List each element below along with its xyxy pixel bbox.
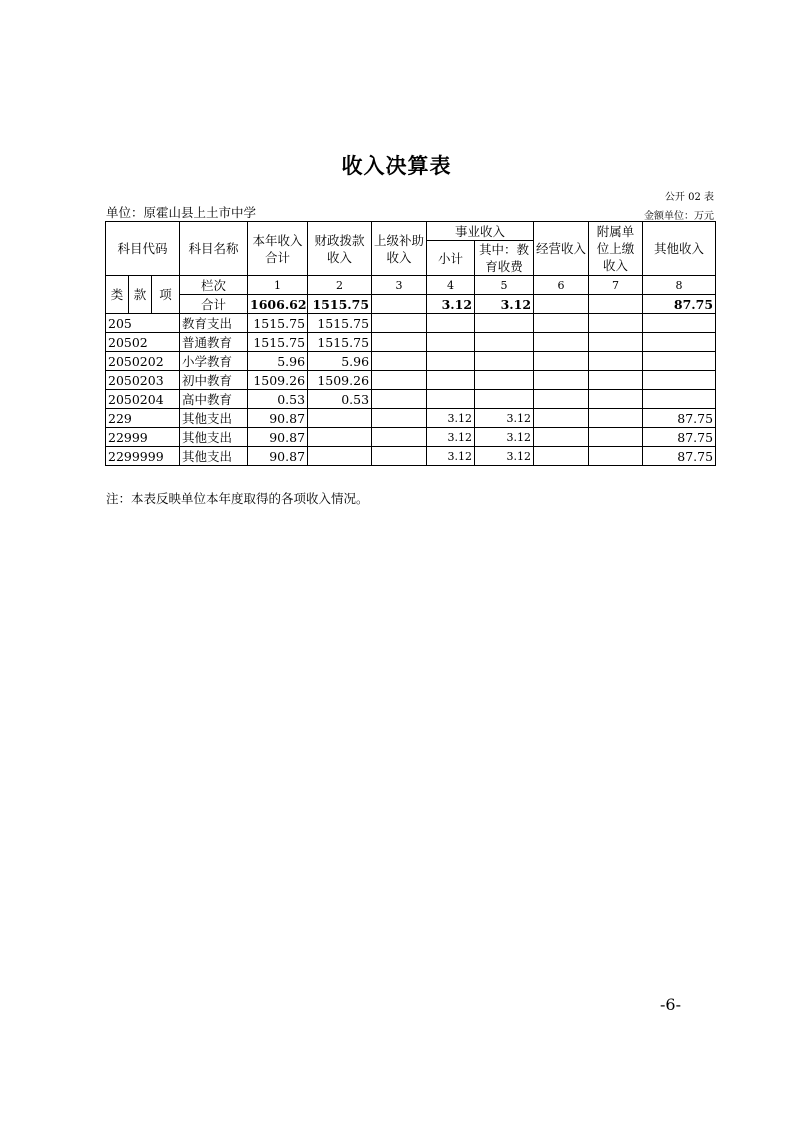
amount-cell (534, 352, 589, 371)
amount-cell (475, 371, 534, 390)
amount-cell (643, 333, 716, 352)
amount-unit: 金额单位：万元 (644, 211, 714, 222)
amount-cell (427, 390, 475, 409)
amount-cell (475, 352, 534, 371)
total-cell (372, 295, 427, 314)
amount-cell: 1509.26 (308, 371, 372, 390)
subject-name-cell: 普通教育 (180, 333, 248, 352)
amount-cell (372, 314, 427, 333)
table-row (106, 352, 716, 371)
amount-cell (427, 352, 475, 371)
amount-cell: 90.87 (248, 428, 308, 447)
amount-cell (372, 333, 427, 352)
amount-cell (308, 428, 372, 447)
amount-cell (372, 428, 427, 447)
amount-cell: 1515.75 (308, 333, 372, 352)
amount-cell (643, 314, 716, 333)
col-number: 6 (534, 276, 589, 295)
subject-code-cell: 2299999 (106, 447, 180, 466)
col-number: 1 (248, 276, 308, 295)
amount-cell: 90.87 (248, 409, 308, 428)
page-number: -6- (660, 995, 681, 1014)
total-cell (589, 295, 643, 314)
amount-cell (534, 390, 589, 409)
amount-cell: 3.12 (475, 447, 534, 466)
total-cell: 87.75 (643, 295, 716, 314)
subject-code-cell: 22999 (106, 428, 180, 447)
subject-code-cell: 229 (106, 409, 180, 428)
amount-cell (643, 371, 716, 390)
amount-cell (308, 447, 372, 466)
amount-cell: 3.12 (427, 447, 475, 466)
amount-cell: 5.96 (248, 352, 308, 371)
amount-cell: 0.53 (248, 390, 308, 409)
amount-cell: 87.75 (643, 447, 716, 466)
total-cell: 1515.75 (308, 295, 372, 314)
amount-cell: 5.96 (308, 352, 372, 371)
table-note: 注：本表反映单位本年度取得的各项收入情况。 (106, 491, 369, 506)
amount-cell (475, 333, 534, 352)
amount-cell: 87.75 (643, 409, 716, 428)
amount-cell (372, 352, 427, 371)
amount-cell: 1515.75 (248, 314, 308, 333)
header-education-fee: 其中：教育收费 (475, 241, 534, 276)
subject-code-cell: 2050202 (106, 352, 180, 371)
report-title: 收入决算表 (341, 153, 452, 178)
amount-cell (534, 371, 589, 390)
amount-cell (427, 371, 475, 390)
header-higher-subsidy: 上级补助收入 (372, 222, 427, 276)
subject-name-cell: 小学教育 (180, 352, 248, 371)
total-cell (534, 295, 589, 314)
header-row-1 (106, 222, 716, 241)
amount-cell (589, 333, 643, 352)
table-row (106, 428, 716, 447)
subject-name-cell: 其他支出 (180, 428, 248, 447)
amount-cell (589, 371, 643, 390)
subject-code-cell: 2050204 (106, 390, 180, 409)
subject-name-cell: 教育支出 (180, 314, 248, 333)
amount-cell (427, 314, 475, 333)
header-affiliated-payment: 附属单位上缴收入 (589, 222, 643, 276)
subject-name-cell: 其他支出 (180, 447, 248, 466)
total-row (106, 295, 716, 314)
amount-cell (372, 371, 427, 390)
subject-name-cell: 高中教育 (180, 390, 248, 409)
header-column-index: 栏次 (180, 276, 248, 295)
amount-cell: 1509.26 (248, 371, 308, 390)
table-row (106, 371, 716, 390)
header-subject-code: 科目代码 (106, 222, 180, 276)
subject-code-cell: 205 (106, 314, 180, 333)
amount-cell: 0.53 (308, 390, 372, 409)
subject-code-cell: 20502 (106, 333, 180, 352)
amount-cell (308, 409, 372, 428)
total-cell: 1606.62 (248, 295, 308, 314)
amount-cell (534, 428, 589, 447)
table-row (106, 390, 716, 409)
subject-code-cell: 2050203 (106, 371, 180, 390)
header-public-service: 事业收入 (427, 222, 534, 241)
header-subject-name: 科目名称 (180, 222, 248, 276)
amount-cell (372, 447, 427, 466)
total-cell: 3.12 (427, 295, 475, 314)
header-other-income: 其他收入 (643, 222, 716, 276)
col-number: 4 (427, 276, 475, 295)
amount-cell (372, 390, 427, 409)
total-cell: 3.12 (475, 295, 534, 314)
amount-cell (589, 409, 643, 428)
income-table (105, 221, 716, 466)
col-number: 3 (372, 276, 427, 295)
subject-name-cell: 其他支出 (180, 409, 248, 428)
table-row (106, 447, 716, 466)
col-number: 5 (475, 276, 534, 295)
amount-cell (534, 333, 589, 352)
amount-cell (475, 314, 534, 333)
amount-cell (427, 333, 475, 352)
amount-cell: 3.12 (475, 428, 534, 447)
header-section: 款 (129, 276, 152, 314)
amount-cell: 90.87 (248, 447, 308, 466)
header-class: 类 (106, 276, 129, 314)
amount-cell (589, 390, 643, 409)
amount-cell (643, 352, 716, 371)
header-item: 项 (152, 276, 180, 314)
table-row (106, 333, 716, 352)
col-number: 7 (589, 276, 643, 295)
amount-cell (372, 409, 427, 428)
amount-cell: 3.12 (475, 409, 534, 428)
amount-cell: 87.75 (643, 428, 716, 447)
amount-cell (534, 447, 589, 466)
header-subtotal: 小计 (427, 241, 475, 276)
amount-cell (643, 390, 716, 409)
amount-cell (534, 314, 589, 333)
amount-cell (589, 428, 643, 447)
amount-cell (534, 409, 589, 428)
amount-cell: 1515.75 (308, 314, 372, 333)
header-fiscal-allocation: 财政拨款收入 (308, 222, 372, 276)
table-row (106, 314, 716, 333)
col-number: 8 (643, 276, 716, 295)
amount-cell (589, 352, 643, 371)
amount-cell (475, 390, 534, 409)
amount-cell: 3.12 (427, 428, 475, 447)
table-row (106, 409, 716, 428)
total-label: 合计 (180, 295, 248, 314)
amount-cell (589, 314, 643, 333)
col-number: 2 (308, 276, 372, 295)
header-current-year-total: 本年收入合计 (248, 222, 308, 276)
amount-cell (589, 447, 643, 466)
amount-cell: 3.12 (427, 409, 475, 428)
header-row-index (106, 276, 716, 295)
unit-name: 单位：原霍山县上土市中学 (106, 205, 257, 220)
header-business-income: 经营收入 (534, 222, 589, 276)
form-number: 公开 02 表 (664, 192, 714, 203)
amount-cell: 1515.75 (248, 333, 308, 352)
subject-name-cell: 初中教育 (180, 371, 248, 390)
